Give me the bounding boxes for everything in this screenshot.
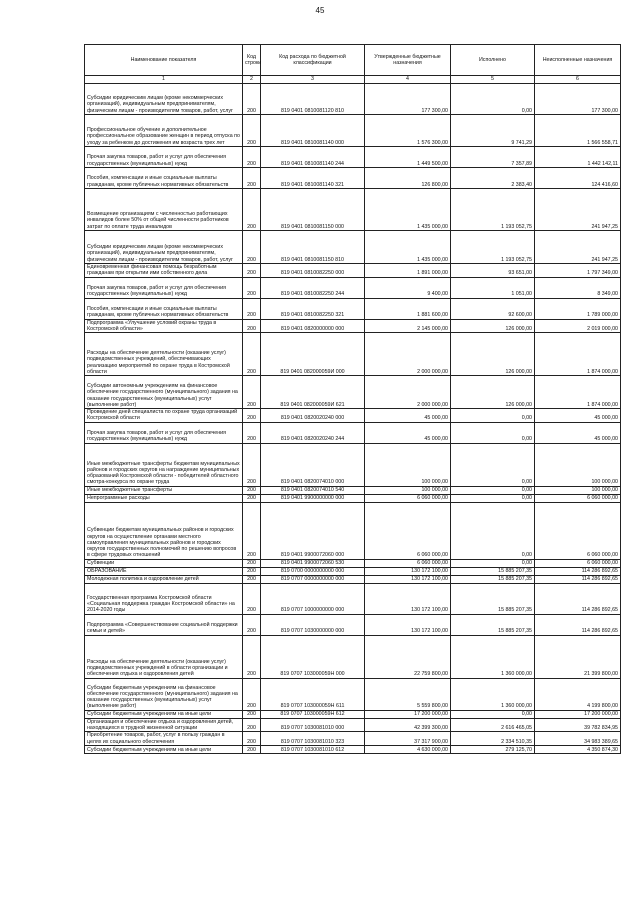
table-row xyxy=(85,732,621,746)
row-budget-code: 819 0401 0820020240 000 xyxy=(261,409,365,423)
row-budget-code: 819 0401 082000059И 621 xyxy=(261,376,365,409)
row-line-code: 200 xyxy=(243,559,261,567)
row-approved: 6 060 000,00 xyxy=(365,494,451,502)
row-approved: 2 000 000,00 xyxy=(365,333,451,376)
table-row xyxy=(85,333,621,376)
row-budget-code: 819 0707 103000059Н 000 xyxy=(261,635,365,678)
row-unexecuted: 4 350 874,30 xyxy=(535,745,621,753)
row-line-code: 200 xyxy=(243,298,261,319)
row-name: Организация и обеспечение отдыха и оздоровления детей, находящихся в трудной жизненной ситуации xyxy=(85,718,243,732)
row-name: Субсидии бюджетным учреждениям на иные цели xyxy=(85,745,243,753)
table-row xyxy=(85,745,621,753)
row-unexecuted: 114 286 892,65 xyxy=(535,575,621,583)
row-executed: 1 193 052,75 xyxy=(451,189,535,231)
row-budget-code: 819 0401 0810081140 244 xyxy=(261,147,365,168)
row-name: Возмещение организациям с численностью работающих инвалидов более 50% от общей численности работников затрат по оплате труда инвалидов xyxy=(85,189,243,231)
row-name: Субсидии бюджетным учреждениям на финансовое обеспечение государственного (муниципального) задания на оказание государственных (муниципальных) услуг (выполнение работ) xyxy=(85,678,243,710)
row-line-code: 200 xyxy=(243,494,261,502)
row-name: Единовременная финансовая помощь безработным гражданам при открытии ими собственного дела xyxy=(85,264,243,278)
row-line-code: 200 xyxy=(243,583,261,614)
row-budget-code: 819 0707 1030081010 323 xyxy=(261,732,365,746)
row-executed: 15 885 207,35 xyxy=(451,575,535,583)
row-budget-code: 819 0401 0810082250 244 xyxy=(261,277,365,298)
row-unexecuted: 124 416,60 xyxy=(535,168,621,189)
row-executed: 0,00 xyxy=(451,710,535,718)
row-name: Непрограммные расходы xyxy=(85,494,243,502)
table-row xyxy=(85,567,621,575)
row-unexecuted: 17 200 000,00 xyxy=(535,710,621,718)
row-line-code: 200 xyxy=(243,422,261,443)
header-budget-code: Код расхода по бюджетной классификации xyxy=(261,45,365,76)
row-name: Проведение дней специалиста по охране труда организаций Костромской области xyxy=(85,409,243,423)
table-row xyxy=(85,376,621,409)
row-approved: 1 435 000,00 xyxy=(365,189,451,231)
row-approved: 42 399 300,00 xyxy=(365,718,451,732)
row-executed: 0,00 xyxy=(451,409,535,423)
column-number: 3 xyxy=(261,76,365,84)
row-executed: 15 885 207,35 xyxy=(451,567,535,575)
column-number: 6 xyxy=(535,76,621,84)
row-line-code: 200 xyxy=(243,409,261,423)
row-executed: 0,00 xyxy=(451,559,535,567)
row-budget-code: 819 0401 082000059И 000 xyxy=(261,333,365,376)
row-executed: 92 600,00 xyxy=(451,298,535,319)
row-name: Расходы на обеспечение деятельности (оказание услуг) подведомственных учреждений, обеспечивающих реализацию мероприятий по охране труда в Костромской области xyxy=(85,333,243,376)
row-executed: 9 741,29 xyxy=(451,115,535,147)
row-budget-code: 819 0401 0820000000 000 xyxy=(261,319,365,333)
row-approved: 130 172 100,00 xyxy=(365,583,451,614)
row-name: Субвенции бюджетам муниципальных районов и городских округов на осуществление органами местного самоуправления муниципальных районов и городских округов государственных полномочий по решению вопросов в сфере трудовых отношений xyxy=(85,502,243,559)
row-unexecuted: 1 566 558,71 xyxy=(535,115,621,147)
row-name: Профессиональное обучение и дополнительное профессиональное образование женщин в период отпуска по уходу за ребенком до достижения им возраста трех лет xyxy=(85,115,243,147)
row-unexecuted: 6 060 000,00 xyxy=(535,494,621,502)
row-name: Прочая закупка товаров, работ и услуг для обеспечения государственных (муниципальных) нужд xyxy=(85,147,243,168)
table-row xyxy=(85,277,621,298)
row-budget-code: 819 0401 0810081140 321 xyxy=(261,168,365,189)
row-budget-code: 819 0707 1030081010 000 xyxy=(261,718,365,732)
row-budget-code: 819 0401 9900000000 000 xyxy=(261,494,365,502)
page-number: 45 xyxy=(315,6,325,15)
header-line-code: Код строки xyxy=(243,45,261,76)
row-executed: 1 360 000,00 xyxy=(451,678,535,710)
table-row xyxy=(85,409,621,423)
row-approved: 9 400,00 xyxy=(365,277,451,298)
row-approved: 100 000,00 xyxy=(365,486,451,494)
row-budget-code: 819 0700 0000000000 000 xyxy=(261,567,365,575)
row-name: Прочая закупка товаров, работ и услуг для обеспечения государственных (муниципальных) нужд xyxy=(85,422,243,443)
row-executed: 2 334 510,35 xyxy=(451,732,535,746)
row-name: Государственная программа Костромской области «Социальная поддержка граждан Костромской области» на 2014-2020 годы xyxy=(85,583,243,614)
header-executed: Исполнено xyxy=(451,45,535,76)
row-unexecuted: 1 797 349,00 xyxy=(535,264,621,278)
row-executed: 279 125,70 xyxy=(451,745,535,753)
row-name: Приобретение товаров, работ, услуг в пользу граждан в целях их социального обеспечения xyxy=(85,732,243,746)
row-approved: 1 449 500,00 xyxy=(365,147,451,168)
row-unexecuted: 241 947,25 xyxy=(535,189,621,231)
row-approved: 1 435 000,00 xyxy=(365,231,451,264)
row-budget-code: 819 0707 0000000000 000 xyxy=(261,575,365,583)
row-unexecuted: 45 000,00 xyxy=(535,409,621,423)
row-approved: 130 172 100,00 xyxy=(365,575,451,583)
table-row xyxy=(85,559,621,567)
table-row xyxy=(85,635,621,678)
table-row xyxy=(85,494,621,502)
header-unexecuted: Неисполненные назначения xyxy=(535,45,621,76)
row-budget-code: 819 0401 0810081150 000 xyxy=(261,189,365,231)
column-number: 5 xyxy=(451,76,535,84)
table-row xyxy=(85,710,621,718)
row-executed: 0,00 xyxy=(451,84,535,115)
row-name: Субсидии юридическим лицам (кроме некоммерческих организаций), индивидуальным предпринимателям, физическим лицам - производителям товаров, работ, услуг xyxy=(85,84,243,115)
row-name: Подпрограмма «Совершенствование социальной поддержки семьи и детей» xyxy=(85,614,243,635)
row-line-code: 200 xyxy=(243,376,261,409)
row-line-code: 200 xyxy=(243,333,261,376)
row-executed: 126 000,00 xyxy=(451,319,535,333)
row-budget-code: 819 0707 1000000000 000 xyxy=(261,583,365,614)
row-name: Подпрограмма «Улучшение условий охраны труда в Костромской области» xyxy=(85,319,243,333)
row-executed: 2 383,40 xyxy=(451,168,535,189)
row-budget-code: 819 0401 0810082250 000 xyxy=(261,264,365,278)
row-unexecuted: 4 199 800,00 xyxy=(535,678,621,710)
row-approved: 1 881 600,00 xyxy=(365,298,451,319)
row-budget-code: 819 0401 9900072060 530 xyxy=(261,559,365,567)
row-budget-code: 819 0707 1030000000 000 xyxy=(261,614,365,635)
row-unexecuted: 45 000,00 xyxy=(535,422,621,443)
header-approved: Утвержденные бюджетные назначения xyxy=(365,45,451,76)
row-budget-code: 819 0401 0810081120 810 xyxy=(261,84,365,115)
row-executed: 126 000,00 xyxy=(451,333,535,376)
row-executed: 0,00 xyxy=(451,422,535,443)
header-row xyxy=(85,45,621,76)
row-line-code: 200 xyxy=(243,115,261,147)
row-executed: 1 360 000,00 xyxy=(451,635,535,678)
budget-execution-table xyxy=(84,44,621,754)
row-unexecuted: 241 947,25 xyxy=(535,231,621,264)
table-row xyxy=(85,231,621,264)
column-number: 2 xyxy=(243,76,261,84)
row-approved: 17 200 000,00 xyxy=(365,710,451,718)
row-name: Пособия, компенсации и иные социальные выплаты гражданам, кроме публичных нормативных обязательств xyxy=(85,168,243,189)
row-unexecuted: 100 000,00 xyxy=(535,443,621,486)
row-line-code: 200 xyxy=(243,745,261,753)
row-budget-code: 819 0401 0820074010 540 xyxy=(261,486,365,494)
table-row xyxy=(85,115,621,147)
row-executed: 2 616 465,05 xyxy=(451,718,535,732)
row-approved: 45 000,00 xyxy=(365,422,451,443)
table-row xyxy=(85,422,621,443)
column-number-row xyxy=(85,76,621,84)
header-name: Наименование показателя xyxy=(85,45,243,76)
row-executed: 1 193 052,75 xyxy=(451,231,535,264)
row-line-code: 200 xyxy=(243,732,261,746)
table-row xyxy=(85,583,621,614)
row-name: Субсидии автономным учреждениям на финансовое обеспечение государственного (муниципального) задания на оказание государственных (муниципальных) услуг (выполнение работ) xyxy=(85,376,243,409)
row-name: Субсидии бюджетным учреждениям на иные цели xyxy=(85,710,243,718)
row-unexecuted: 1 874 000,00 xyxy=(535,333,621,376)
row-approved: 177 300,00 xyxy=(365,84,451,115)
row-line-code: 200 xyxy=(243,710,261,718)
row-line-code: 200 xyxy=(243,189,261,231)
row-name: Расходы на обеспечение деятельности (оказание услуг) подведомственных учреждений в области организации и обеспечения отдыха и оздоровления детей xyxy=(85,635,243,678)
row-unexecuted: 8 349,00 xyxy=(535,277,621,298)
row-line-code: 200 xyxy=(243,319,261,333)
row-line-code: 200 xyxy=(243,678,261,710)
row-budget-code: 819 0707 1030081010 612 xyxy=(261,745,365,753)
row-approved: 37 317 900,00 xyxy=(365,732,451,746)
row-budget-code: 819 0401 0810082250 321 xyxy=(261,298,365,319)
row-budget-code: 819 0707 103000059Н 611 xyxy=(261,678,365,710)
row-executed: 15 885 207,35 xyxy=(451,583,535,614)
row-name: Иные межбюджетные трансферты xyxy=(85,486,243,494)
row-name: Иные межбюджетные трансферты бюджетам муниципальных районов и городских округов на награждение муниципальных образований Костромской области - победителей областного смотра-конкурса по охране труда xyxy=(85,443,243,486)
row-approved: 22 759 800,00 xyxy=(365,635,451,678)
row-unexecuted: 2 019 000,00 xyxy=(535,319,621,333)
row-line-code: 200 xyxy=(243,567,261,575)
row-line-code: 200 xyxy=(243,502,261,559)
row-unexecuted: 100 000,00 xyxy=(535,486,621,494)
row-unexecuted: 6 060 000,00 xyxy=(535,559,621,567)
row-approved: 1 576 300,00 xyxy=(365,115,451,147)
row-executed: 126 000,00 xyxy=(451,376,535,409)
row-unexecuted: 34 983 389,65 xyxy=(535,732,621,746)
row-line-code: 200 xyxy=(243,486,261,494)
row-name: Субвенции xyxy=(85,559,243,567)
table-row xyxy=(85,147,621,168)
row-unexecuted: 6 060 000,00 xyxy=(535,502,621,559)
column-number: 4 xyxy=(365,76,451,84)
table-row xyxy=(85,189,621,231)
column-number: 1 xyxy=(85,76,243,84)
row-executed: 0,00 xyxy=(451,443,535,486)
row-approved: 126 800,00 xyxy=(365,168,451,189)
row-executed: 15 885 207,35 xyxy=(451,614,535,635)
row-name: Пособия, компенсации и иные социальные выплаты гражданам, кроме публичных нормативных обязательств xyxy=(85,298,243,319)
row-unexecuted: 114 286 892,65 xyxy=(535,567,621,575)
row-line-code: 200 xyxy=(243,575,261,583)
row-approved: 130 172 100,00 xyxy=(365,614,451,635)
row-line-code: 200 xyxy=(243,443,261,486)
row-unexecuted: 1 874 000,00 xyxy=(535,376,621,409)
table-row xyxy=(85,84,621,115)
row-unexecuted: 1 442 142,11 xyxy=(535,147,621,168)
row-unexecuted: 39 782 834,95 xyxy=(535,718,621,732)
row-line-code: 200 xyxy=(243,147,261,168)
table-row xyxy=(85,443,621,486)
table-row xyxy=(85,614,621,635)
row-approved: 4 630 000,00 xyxy=(365,745,451,753)
row-approved: 2 145 000,00 xyxy=(365,319,451,333)
row-line-code: 200 xyxy=(243,264,261,278)
table-row xyxy=(85,486,621,494)
row-approved: 130 172 100,00 xyxy=(365,567,451,575)
table-body xyxy=(85,84,621,754)
row-line-code: 200 xyxy=(243,614,261,635)
table-row xyxy=(85,718,621,732)
row-line-code: 200 xyxy=(243,168,261,189)
row-executed: 0,00 xyxy=(451,502,535,559)
table-row xyxy=(85,298,621,319)
row-executed: 1 051,00 xyxy=(451,277,535,298)
row-unexecuted: 177 300,00 xyxy=(535,84,621,115)
row-approved: 2 000 000,00 xyxy=(365,376,451,409)
row-name: Молодежная политика и оздоровление детей xyxy=(85,575,243,583)
row-approved: 1 891 000,00 xyxy=(365,264,451,278)
row-approved: 45 000,00 xyxy=(365,409,451,423)
table-row xyxy=(85,678,621,710)
row-line-code: 200 xyxy=(243,635,261,678)
table-row xyxy=(85,168,621,189)
row-unexecuted: 114 286 892,65 xyxy=(535,614,621,635)
row-name: Прочая закупка товаров, работ и услуг для обеспечения государственных (муниципальных) нужд xyxy=(85,277,243,298)
row-approved: 5 559 800,00 xyxy=(365,678,451,710)
row-executed: 7 357,89 xyxy=(451,147,535,168)
row-line-code: 200 xyxy=(243,231,261,264)
row-unexecuted: 1 789 000,00 xyxy=(535,298,621,319)
table-row xyxy=(85,319,621,333)
row-line-code: 200 xyxy=(243,84,261,115)
row-name: Субсидии юридическим лицам (кроме некоммерческих организаций), индивидуальным предпринимателям, физическим лицам - производителям товаров, работ, услуг xyxy=(85,231,243,264)
row-approved: 100 000,00 xyxy=(365,443,451,486)
row-unexecuted: 21 399 800,00 xyxy=(535,635,621,678)
row-budget-code: 819 0401 0810081140 000 xyxy=(261,115,365,147)
row-budget-code: 819 0401 9900072060 000 xyxy=(261,502,365,559)
row-executed: 93 651,00 xyxy=(451,264,535,278)
row-executed: 0,00 xyxy=(451,494,535,502)
row-budget-code: 819 0401 0820074010 000 xyxy=(261,443,365,486)
row-approved: 6 060 000,00 xyxy=(365,559,451,567)
row-line-code: 200 xyxy=(243,277,261,298)
row-executed: 0,00 xyxy=(451,486,535,494)
table-row xyxy=(85,264,621,278)
row-unexecuted: 114 286 892,65 xyxy=(535,583,621,614)
table-row xyxy=(85,502,621,559)
row-budget-code: 819 0401 0810081150 810 xyxy=(261,231,365,264)
table-row xyxy=(85,575,621,583)
row-line-code: 200 xyxy=(243,718,261,732)
row-name: ОБРАЗОВАНИЕ xyxy=(85,567,243,575)
row-budget-code: 819 0707 103000059Н 612 xyxy=(261,710,365,718)
row-approved: 6 060 000,00 xyxy=(365,502,451,559)
row-budget-code: 819 0401 0820020240 244 xyxy=(261,422,365,443)
